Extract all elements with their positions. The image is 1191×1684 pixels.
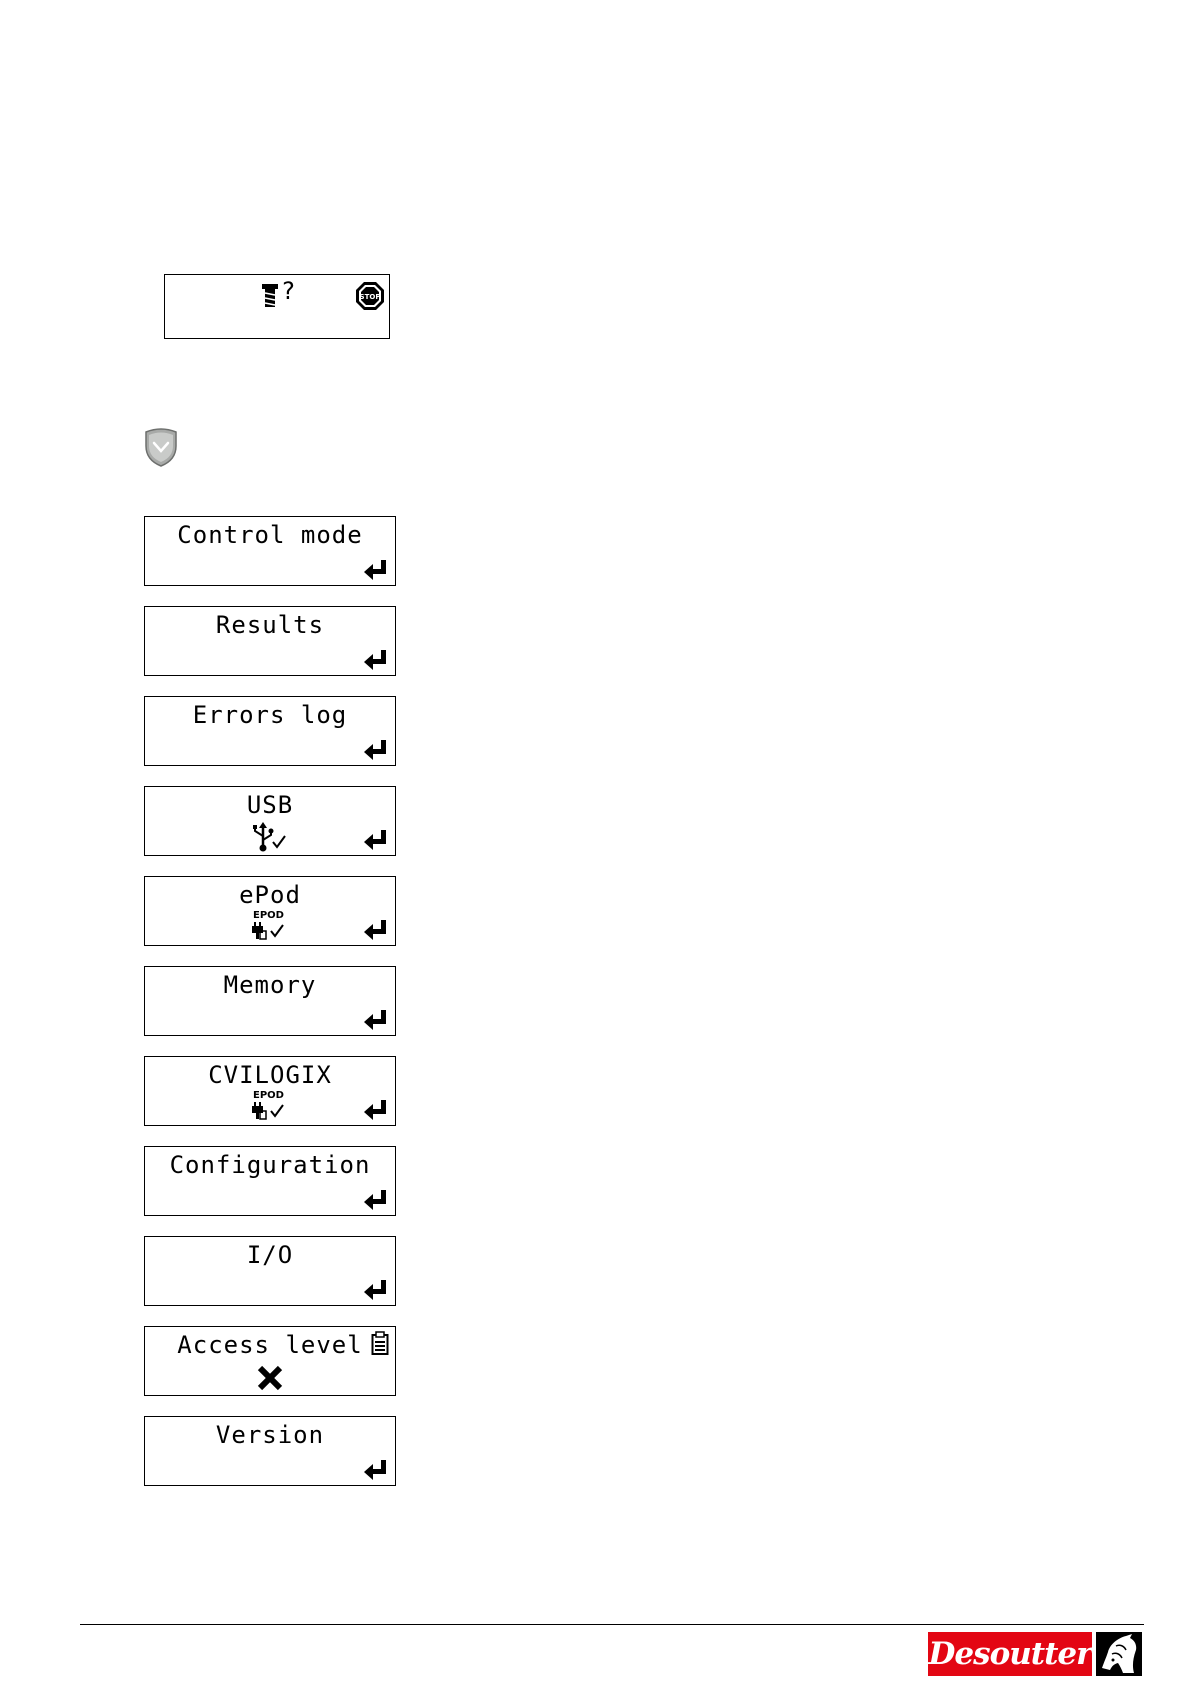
usb-ok-icon [251,822,289,852]
menu-label: ePod [239,881,301,909]
screw-icon [261,283,279,309]
enter-icon [363,1279,387,1301]
enter-icon [363,1009,387,1031]
menu-screen-version[interactable] [144,1416,396,1486]
menu-screen-usb[interactable] [144,786,396,856]
epod-ok-icon [251,911,289,941]
menu-label: I/O [246,1241,294,1269]
svg-text:STOP: STOP [359,293,381,301]
menu-screen-cvilogix[interactable] [144,1056,396,1126]
enter-icon [363,1189,387,1211]
chevron-down-icon[interactable] [143,428,179,468]
menu-label: CVILOGIX [208,1061,332,1089]
menu-label: USB [246,791,294,819]
menu-screen-memory[interactable] [144,966,396,1036]
menu-label: Errors log [192,701,348,729]
enter-icon [363,829,387,851]
menu-screen-errors-log[interactable] [144,696,396,766]
menu-label: Control mode [177,521,363,549]
epod-ok-icon [251,1091,289,1121]
footer-rule [80,1624,1144,1625]
horse-head-icon [1096,1632,1142,1676]
menu-label: Configuration [169,1151,371,1179]
epod-text: EPOD [253,910,284,921]
enter-icon [363,1459,387,1481]
enter-icon [363,559,387,581]
epod-text: EPOD [253,1090,284,1101]
menu-screen-configuration[interactable] [144,1146,396,1216]
menu-label: Memory [223,971,317,999]
brand-logo [928,1632,1144,1678]
cross-icon [256,1364,284,1392]
brand-name: Desoutter [928,1632,1092,1676]
enter-icon [363,1099,387,1121]
menu-screen-io[interactable] [144,1236,396,1306]
menu-label: Results [215,611,325,639]
list-icon [371,1331,389,1355]
enter-icon [363,919,387,941]
menu-screen-access-level[interactable] [144,1326,396,1396]
menu-screen-control-mode[interactable] [144,516,396,586]
menu-screen-results[interactable] [144,606,396,676]
menu-label: Access level [177,1331,363,1359]
enter-icon [363,739,387,761]
status-screen [164,274,390,339]
stop-icon [355,281,385,311]
menu-screen-epod[interactable] [144,876,396,946]
menu-label: Version [215,1421,325,1449]
enter-icon [363,649,387,671]
help-mark: ? [281,277,296,305]
